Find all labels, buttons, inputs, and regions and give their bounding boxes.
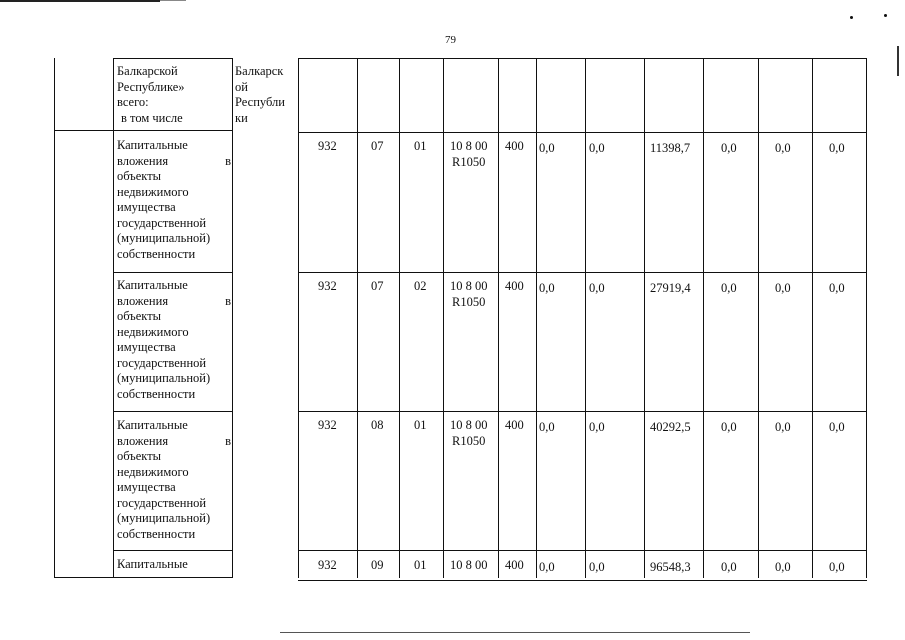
cell-target-line2: R1050 xyxy=(452,155,486,169)
cell-target-line2: R1050 xyxy=(452,295,486,309)
cell-subsection: 01 xyxy=(414,558,427,572)
cell-value: 0,0 xyxy=(829,560,845,574)
cell-value: 0,0 xyxy=(589,420,605,434)
table-border xyxy=(703,58,704,578)
cell-subsection: 02 xyxy=(414,279,427,293)
cell-ministry: 932 xyxy=(318,139,337,153)
cell-value: 0,0 xyxy=(721,141,737,155)
cell-target-line1: 10 8 00 xyxy=(450,418,488,432)
header-cell-description: Балкарской Республике» всего: в том числе xyxy=(117,64,185,125)
table-border xyxy=(298,550,867,551)
cell-target-line1: 10 8 00 xyxy=(450,279,488,293)
cell-ministry: 932 xyxy=(318,558,337,572)
scan-artifact-line xyxy=(160,0,186,1)
cell-expense-type: 400 xyxy=(505,418,524,432)
cell-value: 0,0 xyxy=(721,560,737,574)
row-description: Капитальные вложения в объекты недвижимого имущества государственной (муниципальной) собственности xyxy=(117,138,231,261)
cell-value: 40292,5 xyxy=(650,420,691,434)
cell-ministry: 932 xyxy=(318,418,337,432)
scan-artifact-dot xyxy=(850,16,853,19)
scan-artifact-line xyxy=(0,0,160,2)
scan-artifact-line xyxy=(280,632,750,633)
table-border xyxy=(298,411,867,412)
cell-value: 0,0 xyxy=(589,560,605,574)
scan-artifact-bar xyxy=(897,46,899,76)
cell-value: 0,0 xyxy=(721,281,737,295)
table-border xyxy=(113,58,114,578)
cell-section: 07 xyxy=(371,139,384,153)
table-border xyxy=(54,130,233,131)
table-border xyxy=(298,580,867,581)
cell-value: 0,0 xyxy=(539,420,555,434)
cell-subsection: 01 xyxy=(414,418,427,432)
table-border xyxy=(357,58,358,578)
cell-target-line1: 10 8 00 xyxy=(450,558,488,572)
row-description: Капитальные вложения в объекты недвижимого имущества государственной (муниципальной) собственности xyxy=(117,278,231,401)
cell-subsection: 01 xyxy=(414,139,427,153)
cell-value: 0,0 xyxy=(539,560,555,574)
table-border xyxy=(298,272,867,273)
cell-value: 0,0 xyxy=(775,281,791,295)
cell-value: 0,0 xyxy=(775,420,791,434)
table-border xyxy=(443,58,444,578)
table-border xyxy=(113,411,233,412)
table-border xyxy=(232,58,233,578)
cell-value: 0,0 xyxy=(721,420,737,434)
cell-expense-type: 400 xyxy=(505,139,524,153)
cell-value: 0,0 xyxy=(775,560,791,574)
table-border xyxy=(113,272,233,273)
cell-expense-type: 400 xyxy=(505,279,524,293)
cell-value: 27919,4 xyxy=(650,281,691,295)
table-border xyxy=(399,58,400,578)
cell-section: 08 xyxy=(371,418,384,432)
table-border xyxy=(758,58,759,578)
row-description: Капитальные xyxy=(117,557,188,571)
row-description: Капитальные вложения в объекты недвижимого имущества государственной (муниципальной) собственности xyxy=(117,418,231,541)
page-number: 79 xyxy=(445,34,456,46)
cell-value: 0,0 xyxy=(539,281,555,295)
table-border xyxy=(54,577,233,578)
table-border xyxy=(298,58,867,59)
table-border xyxy=(498,58,499,578)
cell-section: 07 xyxy=(371,279,384,293)
table-border xyxy=(54,58,55,578)
header-cell-recipient: Балкарск ой Республи ки xyxy=(235,64,285,125)
table-border xyxy=(866,58,867,578)
cell-value: 0,0 xyxy=(589,281,605,295)
cell-section: 09 xyxy=(371,558,384,572)
cell-value: 0,0 xyxy=(829,281,845,295)
table-border xyxy=(113,550,233,551)
cell-target-line1: 10 8 00 xyxy=(450,139,488,153)
cell-value: 0,0 xyxy=(829,420,845,434)
table-border xyxy=(812,58,813,578)
table-border xyxy=(536,58,537,578)
table-border xyxy=(113,58,233,59)
table-border xyxy=(298,132,867,133)
cell-value: 96548,3 xyxy=(650,560,691,574)
cell-value: 11398,7 xyxy=(650,141,691,155)
cell-ministry: 932 xyxy=(318,279,337,293)
cell-value: 0,0 xyxy=(589,141,605,155)
cell-target-line2: R1050 xyxy=(452,434,486,448)
table-border xyxy=(585,58,586,578)
cell-expense-type: 400 xyxy=(505,558,524,572)
cell-value: 0,0 xyxy=(775,141,791,155)
cell-value: 0,0 xyxy=(539,141,555,155)
table-border xyxy=(644,58,645,578)
table-border xyxy=(298,58,299,578)
cell-value: 0,0 xyxy=(829,141,845,155)
scan-artifact-dot xyxy=(884,14,887,17)
